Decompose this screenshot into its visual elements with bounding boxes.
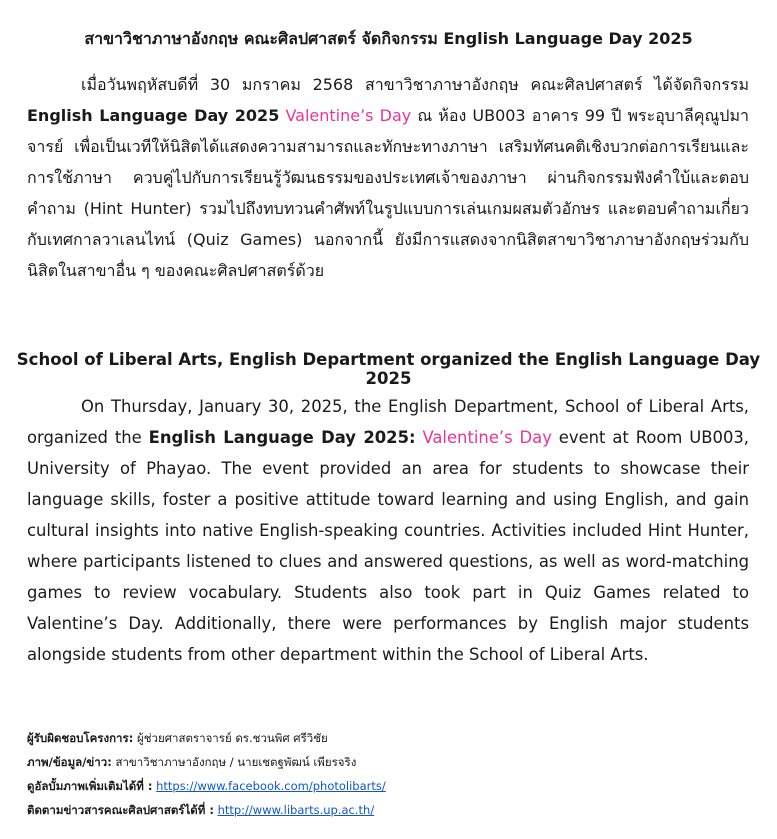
credit-photo [27,750,386,774]
english-rest-text: event at Room UB003, University of Phayao. The event provided an area for students to showcase their language skills, foster a positive attitude toward learning and using English, and gain cultural insights into native English-speaking countries. Activities included Hint Hunter, where participants listened to clues and answered questions, as well as word-matching games to review vocabulary. Students also took part in Quiz Games related to Valentine’s Day. Additionally, there were performances by English major students alongside students from other department within the School of Liberal Arts. [27,428,750,664]
thai-event-name: English Language Day 2025 [27,106,280,125]
thai-headline: สาขาวิชาภาษาอังกฤษ คณะศิลปศาสตร์ จัดกิจกรรม English Language Day 2025 [84,29,693,48]
credit-responsible [27,726,386,750]
photo-label: ภาพ/ข้อมูล/ข่าว: [27,755,112,769]
credit-album [27,774,386,798]
english-intro-text: On Thursday, January 30, 2025, the English Department, School of Liberal Arts, organized the [27,397,749,447]
album-link[interactable]: https://www.facebook.com/photolibarts/ [156,779,386,793]
english-valentine-highlight: Valentine’s Day [422,428,552,447]
responsible-value: ผู้ช่วยศาสตราจารย์ ดร.ชวนพิศ ศรีวิชัย [133,731,328,745]
news-link[interactable]: http://www.libarts.up.ac.th/ [217,803,375,817]
english-headline: School of Liberal Arts, English Department organized the English Language Day 2025 [16,350,761,388]
responsible-label: ผู้รับผิดชอบโครงการ: [27,731,134,745]
article-credits [27,726,386,822]
english-paragraph [27,391,749,670]
thai-intro-text: เมื่อวันพฤหัสบดีที่ 30 มกราคม 2568 สาขาวิชาภาษาอังกฤษ คณะศิลปศาสตร์ ได้จัดกิจกรรม [81,75,749,94]
album-label: ดูอัลบั้มภาพเพิ่มเติมได้ที่ : [27,779,153,793]
photo-value: สาขาวิชาภาษาอังกฤษ / นายเชตฐพัฒน์ เพียรจริง [111,755,357,769]
thai-valentine-highlight: Valentine’s Day [285,106,412,125]
thai-paragraph [27,69,749,286]
credit-news [27,798,386,822]
news-label: ติดตามข่าวสารคณะศิลปศาสตร์ได้ที่ : [27,803,214,817]
thai-rest-text: ณ ห้อง UB003 อาคาร 99 ปี พระอุบาลีคุณูปมาจารย์ เพื่อเป็นเวทีให้นิสิตได้แสดงความสามารถและทักษะทางภาษา เสริมทัศนคติเชิงบวกต่อการเรียนและการใช้ภาษา ควบคู่ไปกับการเรียนรู้วัฒนธรรมของประเทศเจ้าของภาษา ผ่านกิจกรรมฟังคำใบ้และตอบคำถาม (Hint Hunter) รวมไปถึงทบทวนคำศัพท์ในรูปแบบการเล่นเกมผสมตัวอักษร และตอบคำถามเกี่ยวกับเทศกาลวาเลนไทน์ (Quiz Games) นอกจากนี้ ยังมีการแสดงจากนิสิตสาขาวิชาภาษาอังกฤษร่วมกับนิสิตในสาขาอื่น ๆ ของคณะศิลปศาสตร์ด้วย [27,106,749,280]
english-event-name: English Language Day 2025: [148,428,416,447]
